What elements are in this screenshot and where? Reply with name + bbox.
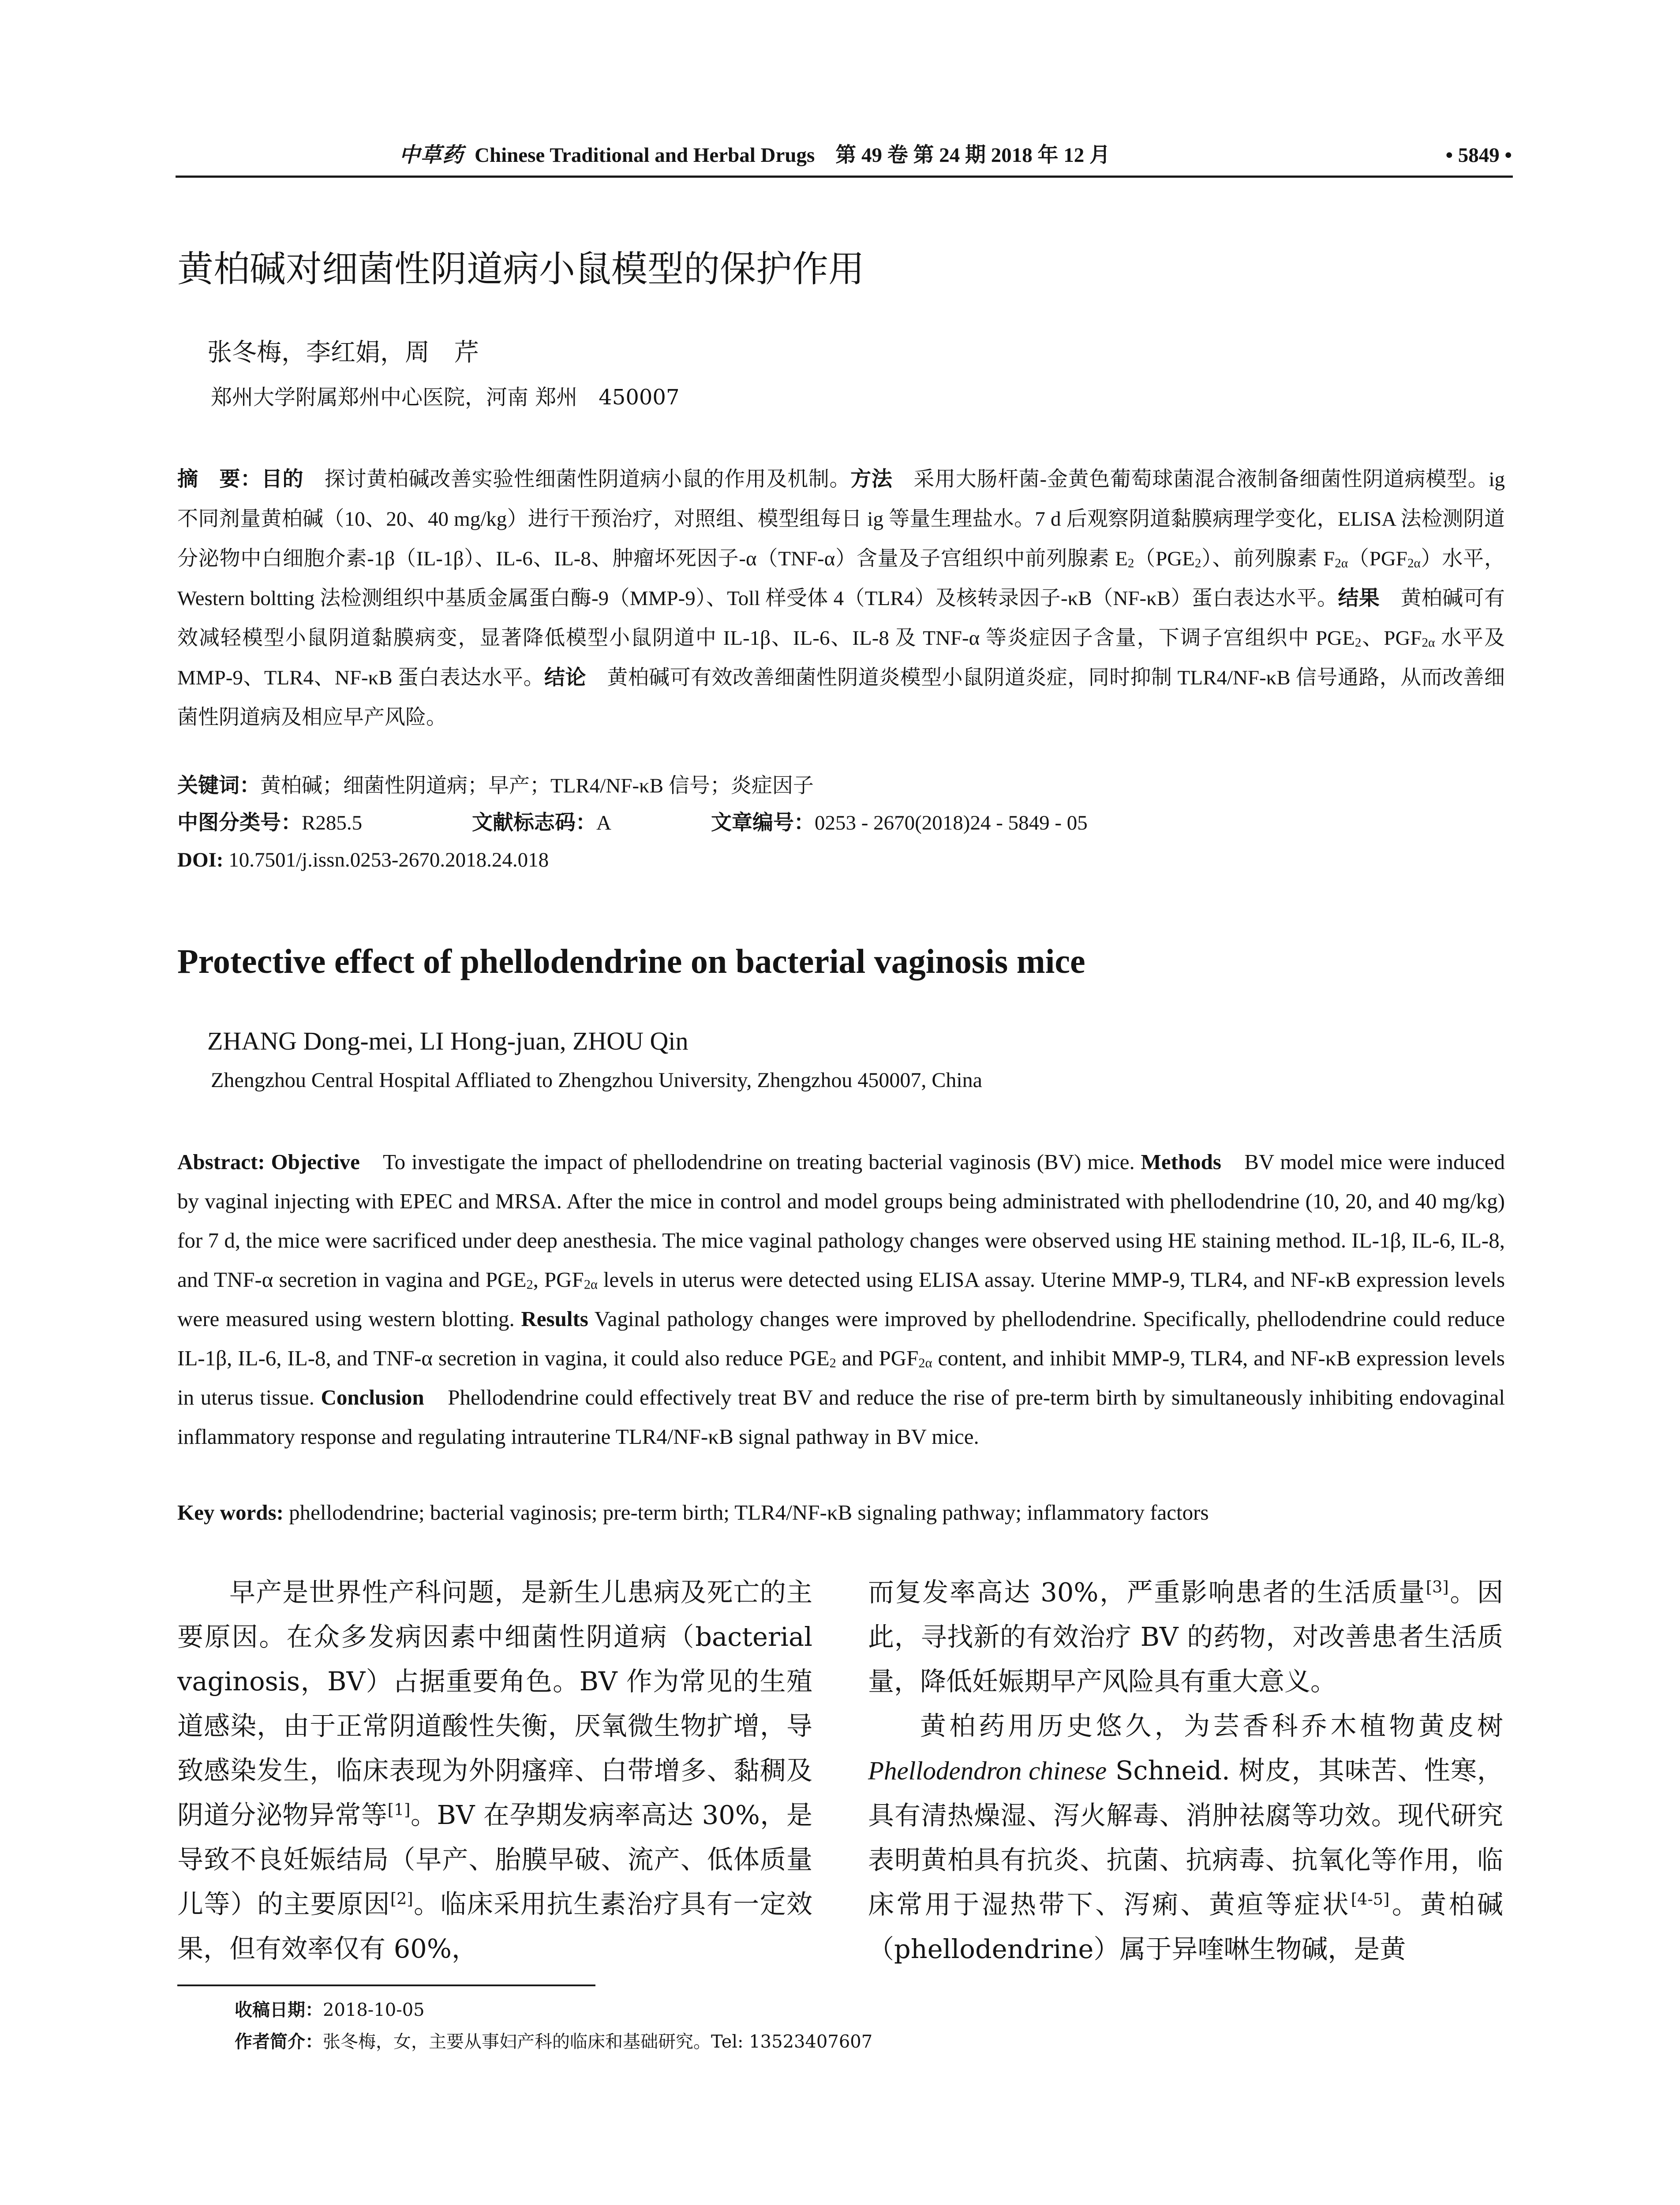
doi-label: DOI: xyxy=(177,848,229,871)
body-column-right xyxy=(868,1570,1503,1971)
body-text: 。因此，寻找新的有效治疗 BV 的药物，对改善患者生活质量，降低妊娠期早产风险具有重大意义。 xyxy=(868,1577,1503,1697)
abstract-label-cn: 摘 要： xyxy=(177,467,262,491)
title-cn: 黄柏碱对细菌性阴道病小鼠模型的保护作用 xyxy=(177,248,865,290)
doc-code-label: 文献标志码： xyxy=(472,811,596,835)
body-text: 。黄柏碱（phellodendrine）属于异喹啉生物碱，是黄 xyxy=(868,1889,1503,1964)
keywords-en xyxy=(177,1497,1505,1528)
methods-text-en-b: , PGF xyxy=(533,1267,584,1292)
journal-logo: 中草药 xyxy=(399,143,464,167)
footnote-rule xyxy=(177,1984,595,1986)
citation-ref[interactable]: [4-5] xyxy=(1351,1889,1390,1909)
abstract-en xyxy=(177,1142,1505,1456)
species-name: Phellodendron chinese xyxy=(868,1756,1107,1785)
doi-value[interactable]: 10.7501/j.issn.0253-2670.2018.24.018 xyxy=(228,848,549,871)
conclusion-label-en: Conclusion xyxy=(321,1385,424,1409)
conclusion-text-en: Phellodendrine could effectively treat BV and reduce the rise of pre-term birth by simultaneously inhibiting endovaginal inflammatory response and regulating intrauterine TLR4/NF-κB signal pathway in BV mice. xyxy=(177,1385,1505,1449)
journal-line: Chinese Traditional and Herbal Drugs 第 49 卷 第 24 期 2018 年 12 月 xyxy=(475,144,1111,167)
methods-text-cn: 采用大肠杆菌-金黄色葡萄球菌混合液制备细菌性阴道病模型。ig 不同剂量黄柏碱（10、20、40 mg/kg）进行干预治疗，对照组、模型组每日 ig 等量生理盐水。7 d 后观察阴道黏膜病理学变化，ELISA 法检测阴道分泌物中白细胞介素-1β（IL-1β）、IL-6、IL-8、肿瘤坏死因子-α（TNF-α）含量及子宫组织中前列腺素 E xyxy=(177,468,1505,570)
author-bio-label: 作者简介： xyxy=(235,2032,323,2052)
methods-text-en-c: levels in uterus were detected using ELISA assay. Uterine MMP-9, TLR4, and NF-κB expression levels were measured using western blotting. xyxy=(177,1267,1505,1331)
body-text: 。临床采用抗生素治疗具有一定效果，但有效率仅有 60%， xyxy=(177,1889,812,1964)
keywords-text-en: phellodendrine; bacterial vaginosis; pre-term birth; TLR4/NF-κB signaling pathway; inflammatory factors xyxy=(283,1500,1209,1525)
clc-value: R285.5 xyxy=(302,811,363,834)
doc-code-value: A xyxy=(596,811,611,834)
objective-text-en: To investigate the impact of phellodendrine on treating bacterial vaginosis (BV) mice. xyxy=(359,1150,1141,1174)
conclusion-text-cn: 黄柏碱可有效改善细菌性阴道炎模型小鼠阴道炎症，同时抑制 TLR4/NF-κB 信号通路，从而改善细菌性阴道病及相应早产风险。 xyxy=(177,666,1505,729)
results-label-en: Results xyxy=(521,1307,588,1331)
page-number: • 5849 • xyxy=(1445,144,1512,167)
results-text-cn: 黄柏碱可有效减轻模型小鼠阴道黏膜病变，显著降低模型小鼠阴道中 IL-1β、IL-6、IL-8 及 TNF-α 等炎症因子含量，下调子宫组织中 PGE xyxy=(177,587,1505,650)
keywords-label-en: Key words: xyxy=(177,1500,284,1525)
results-sub-cn-2: 2α xyxy=(1422,635,1435,650)
article-no-line xyxy=(711,808,1088,838)
clc-label: 中图分类号： xyxy=(177,811,302,835)
citation-ref[interactable]: [1] xyxy=(387,1800,411,1819)
methods-text-cn-d: （PGF xyxy=(1348,547,1407,570)
body-text: 早产是世界性产科问题，是新生儿患病及死亡的主要原因。在众多发病因素中细菌性阴道病（bacterial vaginosis，BV）占据重要角色。BV 作为常见的生殖道感染，由于正常阴道酸性失衡，厌氧微生物扩增，导致感染发生，临床表现为外阴瘙痒、白带增多、黏稠及阴道分泌物异常等 xyxy=(177,1577,812,1830)
body-text: Schneid. 树皮，其味苦、性寒，具有清热燥湿、泻火解毒、消肿祛腐等功效。现代研究表明黄柏具有抗炎、抗菌、抗病毒、抗氧化等作用，临床常用于湿热带下、泻痢、黄疸等症状 xyxy=(868,1755,1503,1920)
body-column-left xyxy=(177,1570,812,1971)
body-text: 而复发率高达 30%，严重影响患者的生活质量 xyxy=(868,1577,1426,1607)
results-sub-cn-1: 2 xyxy=(1354,635,1362,650)
citation-ref[interactable]: [3] xyxy=(1426,1577,1449,1596)
doi-line xyxy=(177,845,549,875)
objective-label-cn: 目的 xyxy=(261,467,304,491)
article-no-value: 0253 - 2670(2018)24 - 5849 - 05 xyxy=(815,811,1088,834)
objective-text-cn: 探讨黄柏碱改善实验性细菌性阴道病小鼠的作用及机制。 xyxy=(303,468,851,491)
abstract-cn xyxy=(177,460,1505,737)
results-text-cn-b: 、PGF xyxy=(1361,627,1422,650)
methods-sub-en-2: 2α xyxy=(584,1277,598,1292)
methods-sub-en-1: 2 xyxy=(526,1277,533,1292)
results-text-en-b: and PGF xyxy=(836,1346,919,1370)
received-date: 2018-10-05 xyxy=(323,2000,425,2020)
methods-label-cn: 方法 xyxy=(850,467,893,491)
methods-text-cn-b: （PGE xyxy=(1134,547,1195,570)
methods-sub-cn-1: 2 xyxy=(1127,556,1134,571)
results-text-cn-c: 水平及 MMP-9、TLR4、NF-κB 蛋白表达水平。 xyxy=(177,627,1505,689)
authors-cn: 张冬梅，李红娟，周 芹 xyxy=(207,338,479,367)
methods-sub-cn-3: 2α xyxy=(1335,556,1348,571)
abstract-objective-label-en: Abstract: Objective xyxy=(177,1150,360,1174)
body-paragraph xyxy=(868,1704,1503,1971)
methods-text-en: BV model mice were induced by vaginal injecting with EPEC and MRSA. After the mice in control and model groups being administrated with phellodendrine (10, 20, and 40 mg/kg) for 7 d, the mice were sacrificed under deep anesthesia. The mice vaginal pathology changes were observed using HE staining method. IL-1β, IL-6, IL-8, and TNF-α secretion in vagina and PGE xyxy=(177,1150,1505,1292)
body-paragraph xyxy=(177,1570,812,1971)
citation-ref[interactable]: [2] xyxy=(390,1889,413,1908)
journal-citation xyxy=(399,142,1110,168)
body-paragraph xyxy=(868,1570,1503,1704)
article-no-label: 文章编号： xyxy=(711,811,815,835)
received-label: 收稿日期： xyxy=(235,2000,323,2020)
keywords-text-cn: 黄柏碱；细菌性阴道病；早产；TLR4/NF-κB 信号；炎症因子 xyxy=(260,774,814,797)
title-en: Protective effect of phellodendrine on bacterial vaginosis mice xyxy=(177,942,1085,980)
body-text: 黄柏药用历史悠久，为芸香科乔木植物黄皮树 xyxy=(920,1711,1503,1741)
footnote-received xyxy=(235,1998,425,2022)
authors-en: ZHANG Dong-mei, LI Hong-juan, ZHOU Qin xyxy=(207,1027,688,1055)
keywords-label-cn: 关键词： xyxy=(177,774,260,798)
methods-sub-cn-4: 2α xyxy=(1407,556,1421,571)
conclusion-label-cn: 结论 xyxy=(544,665,586,690)
doc-code-line xyxy=(472,808,611,838)
running-header xyxy=(0,142,1680,168)
results-text-en: Vaginal pathology changes were improved by phellodendrine. Specifically, phellodendrine could reduce IL-1β, IL-6, IL-8, and TNF-α secretion in vagina, it could also reduce PGE xyxy=(177,1307,1505,1370)
methods-sub-cn-2: 2 xyxy=(1194,556,1201,571)
methods-label-en: Methods xyxy=(1141,1150,1221,1174)
keywords-cn xyxy=(177,771,814,801)
results-sub-en-1: 2 xyxy=(829,1355,836,1371)
footnote-author xyxy=(235,2029,872,2054)
results-text-en-c: content, and inhibit MMP-9, TLR4, and NF-κB expression levels in uterus tissue. xyxy=(177,1346,1505,1409)
affiliation-en: Zhengzhou Central Hospital Affliated to Zhengzhou University, Zhengzhou 450007, China xyxy=(211,1069,982,1092)
classification-line xyxy=(177,808,362,838)
body-text: 。BV 在孕期发病率高达 30%，是导致不良妊娠结局（早产、胎膜早破、流产、低体质量儿等）的主要原因 xyxy=(177,1800,812,1919)
results-sub-en-2: 2α xyxy=(918,1355,932,1371)
methods-text-cn-e: ）水平，Western boltting 法检测组织中基质金属蛋白酶-9（MMP-9）、Toll 样受体 4（TLR4）及核转录因子-κB（NF-κB）蛋白表达水平。 xyxy=(177,547,1505,610)
methods-text-cn-c: ）、前列腺素 F xyxy=(1201,547,1335,570)
affiliation-cn: 郑州大学附属郑州中心医院，河南 郑州 450007 xyxy=(211,385,680,410)
header-rule xyxy=(176,176,1513,178)
results-label-cn: 结果 xyxy=(1338,586,1380,610)
author-bio: 张冬梅，女，主要从事妇产科的临床和基础研究。Tel: 13523407607 xyxy=(323,2032,873,2052)
